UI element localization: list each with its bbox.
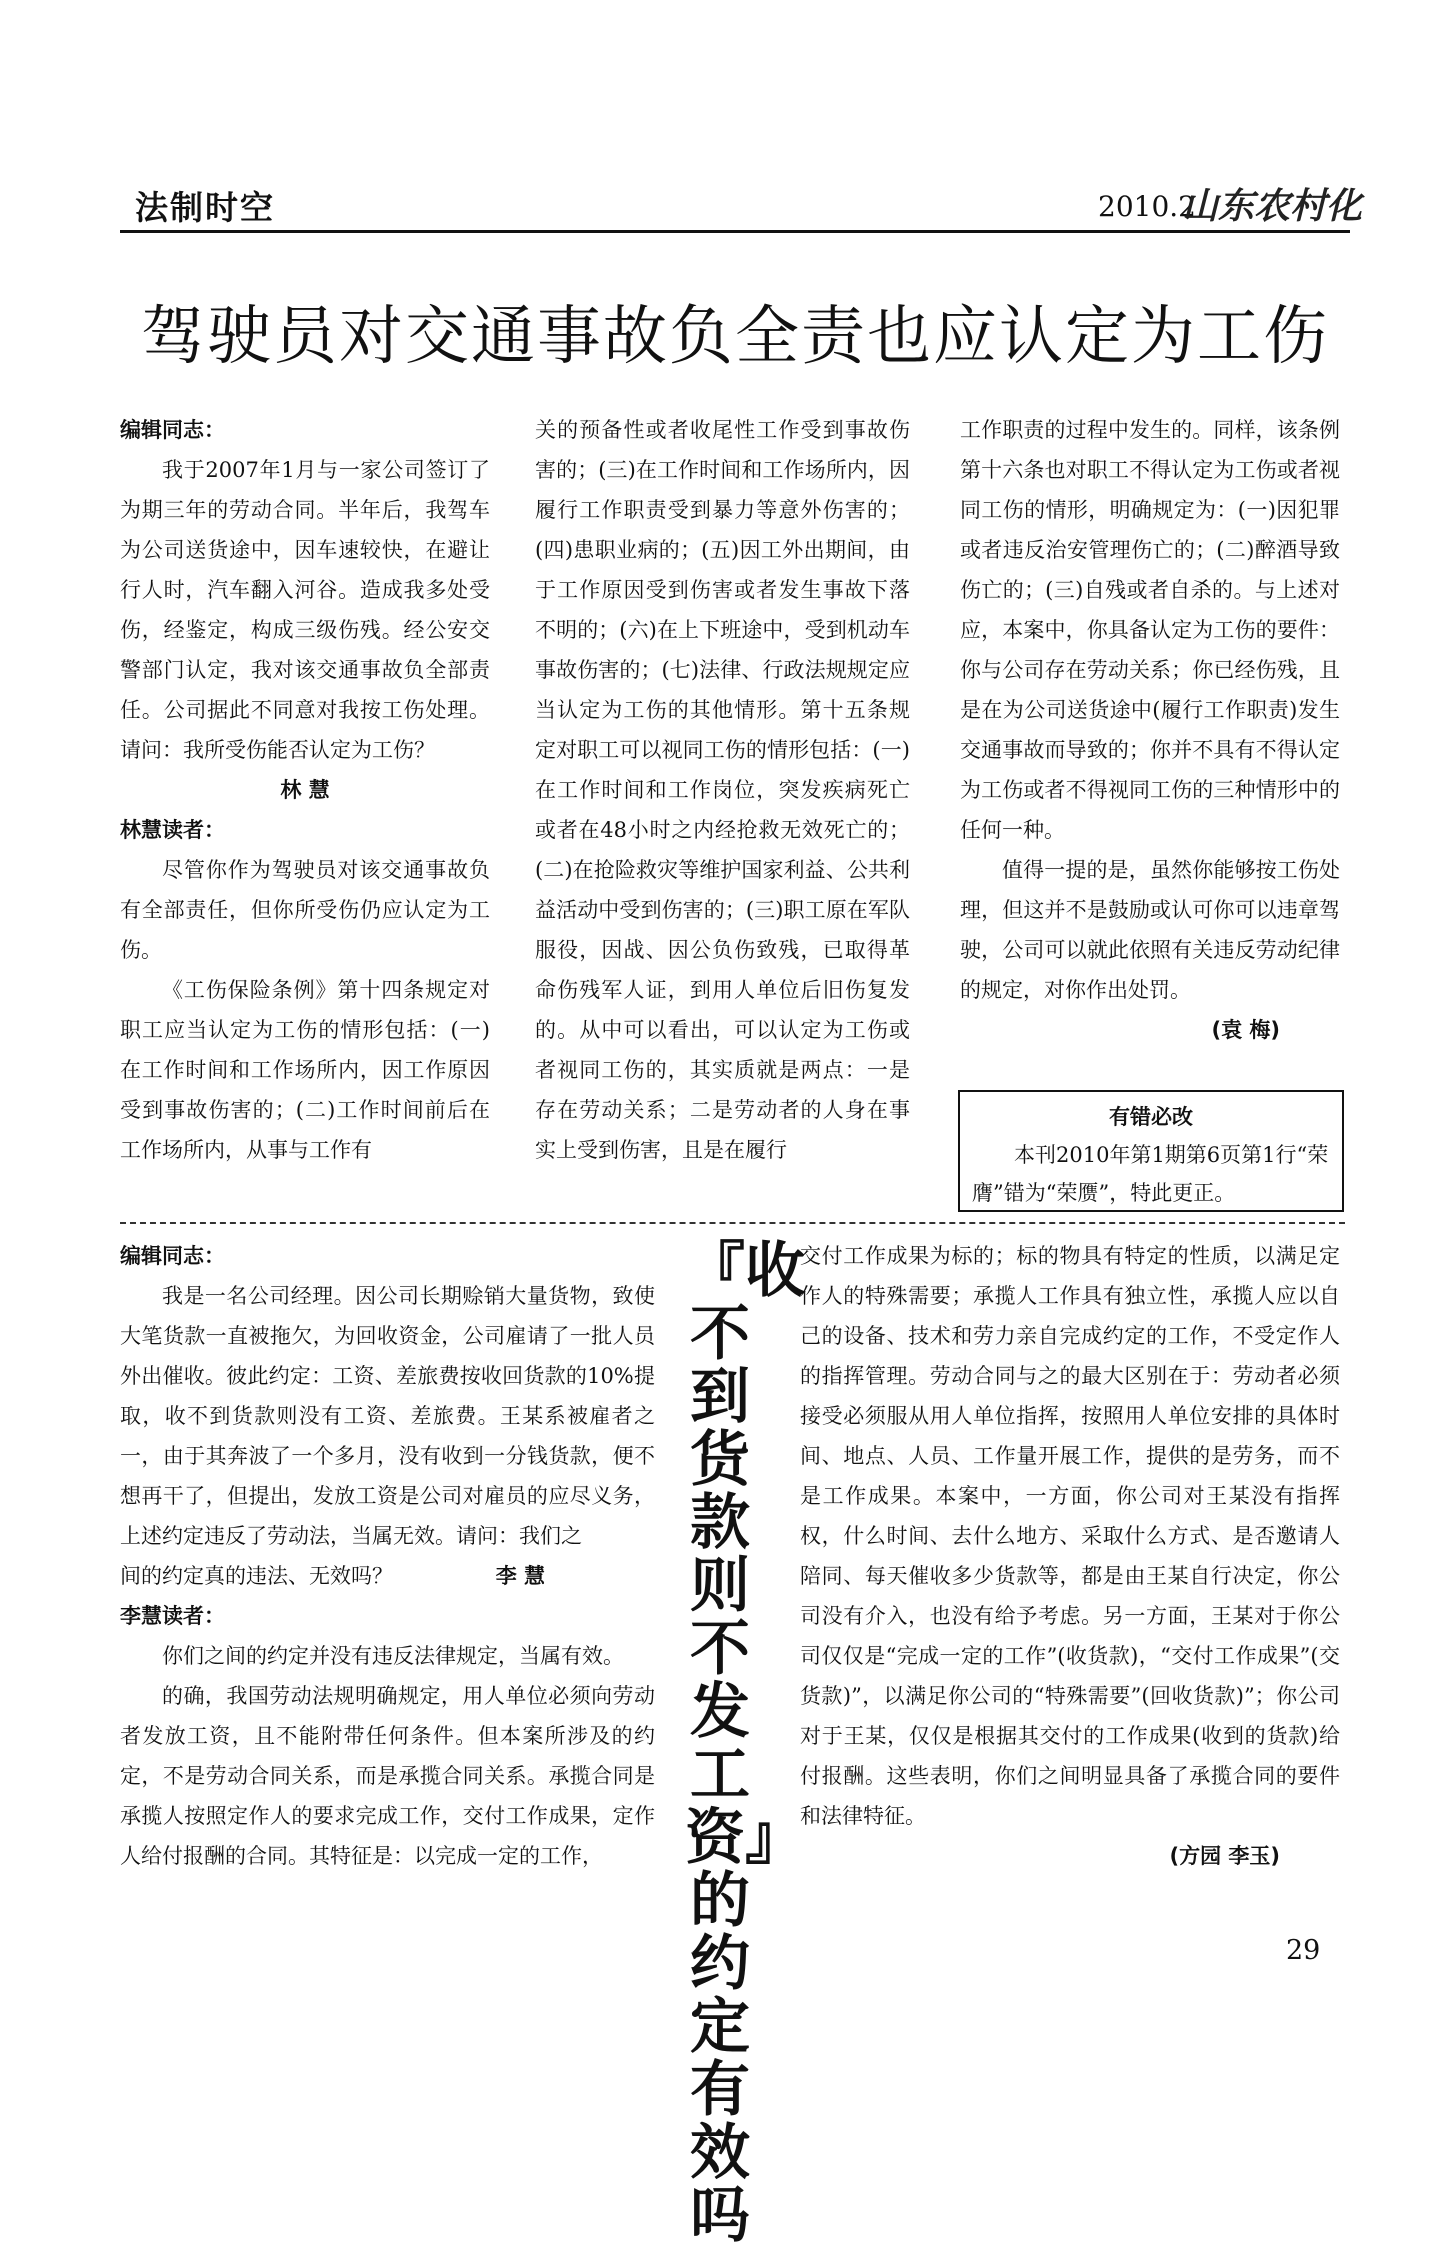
letter-salutation: 编辑同志：: [120, 1244, 225, 1268]
letter-signature: 李 慧: [495, 1564, 545, 1588]
section-divider: [120, 1222, 1345, 1224]
article1-column-1: [120, 410, 490, 1170]
question-end: 间的约定真的违法、无效吗？: [120, 1564, 393, 1588]
reply-paragraph: 关的预备性或者收尾性工作受到事故伤害的；(三)在工作时间和工作场所内，因履行工作职责受到暴力等意外伤害的；(四)患职业病的；(五)因工外出期间，由于工作原因受到伤害或者发生事故下落不明的；(六)在上下班途中，受到机动车事故伤害的；(七)法律、行政法规规定应当认定为工伤的其他情形。第十五条规定对职工可以视同工伤的情形包括：(一)在工作时间和工作岗位，突发疾病死亡或者在48小时之内经抢救无效死亡的；(二)在抢险救灾等维护国家利益、公共利益活动中受到伤害的；(三)职工原在军队服役，因战、因公负伤致残，已取得革命伤残军人证，到用人单位后旧伤复发的。从中可以看出，可以认定为工伤或者视同工伤的，其实质就是两点：一是存在劳动关系；二是劳动者的人身在事实上受到伤害，且是在履行: [535, 418, 910, 1162]
reply-paragraph: 工作职责的过程中发生的。同样，该条例第十六条也对职工不得认定为工伤或者视同工伤的情形，明确规定为：(一)因犯罪或者违反治安管理伤亡的；(二)醉酒导致伤亡的；(三)自残或者自杀的。与上述对应，本案中，你具备认定为工伤的要件：你与公司存在劳动关系；你已经伤残，且是在为公司送货途中(履行工作职责)发生交通事故而导致的；你并不具有不得认定为工伤或者不得视同工伤的三种情形中的任何一种。: [960, 418, 1340, 842]
reply-paragraph: 《工伤保险条例》第十四条规定对职工应当认定为工伤的情形包括：(一)在工作时间和工作场所内，因工作原因受到事故伤害的；(二)工作时间前后在工作场所内，从事与工作有: [120, 978, 490, 1162]
reply-paragraph: 尽管你作为驾驶员对该交通事故负有全部责任，但你所受伤仍应认定为工伤。: [120, 858, 490, 962]
letter-salutation: 编辑同志：: [120, 418, 225, 442]
article1-column-2: [535, 410, 910, 1170]
masthead-logo: 山东农村化: [1182, 185, 1363, 227]
letter-question: 我于2007年1月与一家公司签订了为期三年的劳动合同。半年后，我驾车为公司送货途中，因车速较快，在避让行人时，汽车翻入河谷。造成我多处受伤，经鉴定，构成三级伤残。经公安交警部门认定，我对该交通事故负全部责任。公司据此不同意对我按工伤处理。请问：我所受伤能否认定为工伤？: [120, 458, 490, 762]
reply-signature: (方园 李玉): [1169, 1844, 1280, 1868]
article-title: 驾驶员对交通事故负全责也应认定为工伤: [141, 300, 1329, 374]
header-rule: [120, 230, 1350, 233]
page-number: 29: [1286, 1935, 1321, 1966]
letter-signature: 林 慧: [280, 778, 330, 802]
reply-paragraph: 的确，我国劳动法规明确规定，用人单位必须向劳动者发放工资，且不能附带任何条件。但本案所涉及的约定，不是劳动合同关系，而是承揽合同关系。承揽合同是承揽人按照定作人的要求完成工作，交付工作成果，定作人给付报酬的合同。其特征是：以完成一定的工作，: [120, 1684, 655, 1868]
article2-vertical-title: 『收不到货款则不发工资』的约定有效吗: [685, 1236, 805, 2251]
reply-salutation: 林慧读者：: [120, 818, 225, 842]
correction-body: 本刊2010年第1期第6页第1行“荣膺”错为“荣赝”，特此更正。: [972, 1143, 1329, 1205]
reply-salutation: 李慧读者：: [120, 1604, 225, 1628]
reply-paragraph: 交付工作成果为标的；标的物具有特定的性质，以满足定作人的特殊需要；承揽人工作具有独立性，承揽人应以自己的设备、技术和劳力亲自完成约定的工作，不受定作人的指挥管理。劳动合同与之的最大区别在于：劳动者必须接受必须服从用人单位指挥，按照用人单位安排的具体时间、地点、人员、工作量开展工作，提供的是劳务，而不是工作成果。本案中，一方面，你公司对王某没有指挥权，什么时间、去什么地方、采取什么方式、是否邀请人陪同、每天催收多少货款等，都是由王某自行决定，你公司没有介入，也没有给予考虑。另一方面，王某对于你公司仅仅是“完成一定的工作”(收货款)，“交付工作成果”(交货款)”，以满足你公司的“特殊需要”(回收货款)”；你公司对于王某，仅仅是根据其交付的工作成果(收到的货款)给付报酬。这些表明，你们之间明显具备了承揽合同的要件和法律特征。: [800, 1244, 1340, 1828]
issue-number: 2010.2: [1098, 190, 1196, 223]
reply-signature: (袁 梅): [1211, 1018, 1280, 1042]
letter-question: 我是一名公司经理。因公司长期赊销大量货物，致使大笔货款一直被拖欠，为回收资金，公司雇请了一批人员外出催收。彼此约定：工资、差旅费按收回货款的10%提取，收不到货款则没有工资、差旅费。王某系被雇者之一，由于其奔波了一个多月，没有收到一分钱货款，便不想再干了，但提出，发放工资是公司对雇员的应尽义务，上述约定违反了劳动法，当属无效。请问：我们之: [120, 1284, 655, 1548]
correction-box: [958, 1090, 1344, 1212]
reply-paragraph: 值得一提的是，虽然你能够按工伤处理，但这并不是鼓励或认可你可以违章驾驶，公司可以就此依照有关违反劳动纪律的规定，对你作出处罚。: [960, 858, 1340, 1002]
article2-right-column: [800, 1236, 1340, 1876]
question-end-line: [120, 1556, 655, 1596]
section-tag: 法制时空: [135, 188, 275, 227]
article2-left-column: [120, 1236, 655, 1876]
article1-column-3: [960, 410, 1340, 1050]
reply-paragraph: 你们之间的约定并没有违反法律规定，当属有效。: [162, 1644, 624, 1668]
correction-title: 有错必改: [1109, 1105, 1193, 1129]
